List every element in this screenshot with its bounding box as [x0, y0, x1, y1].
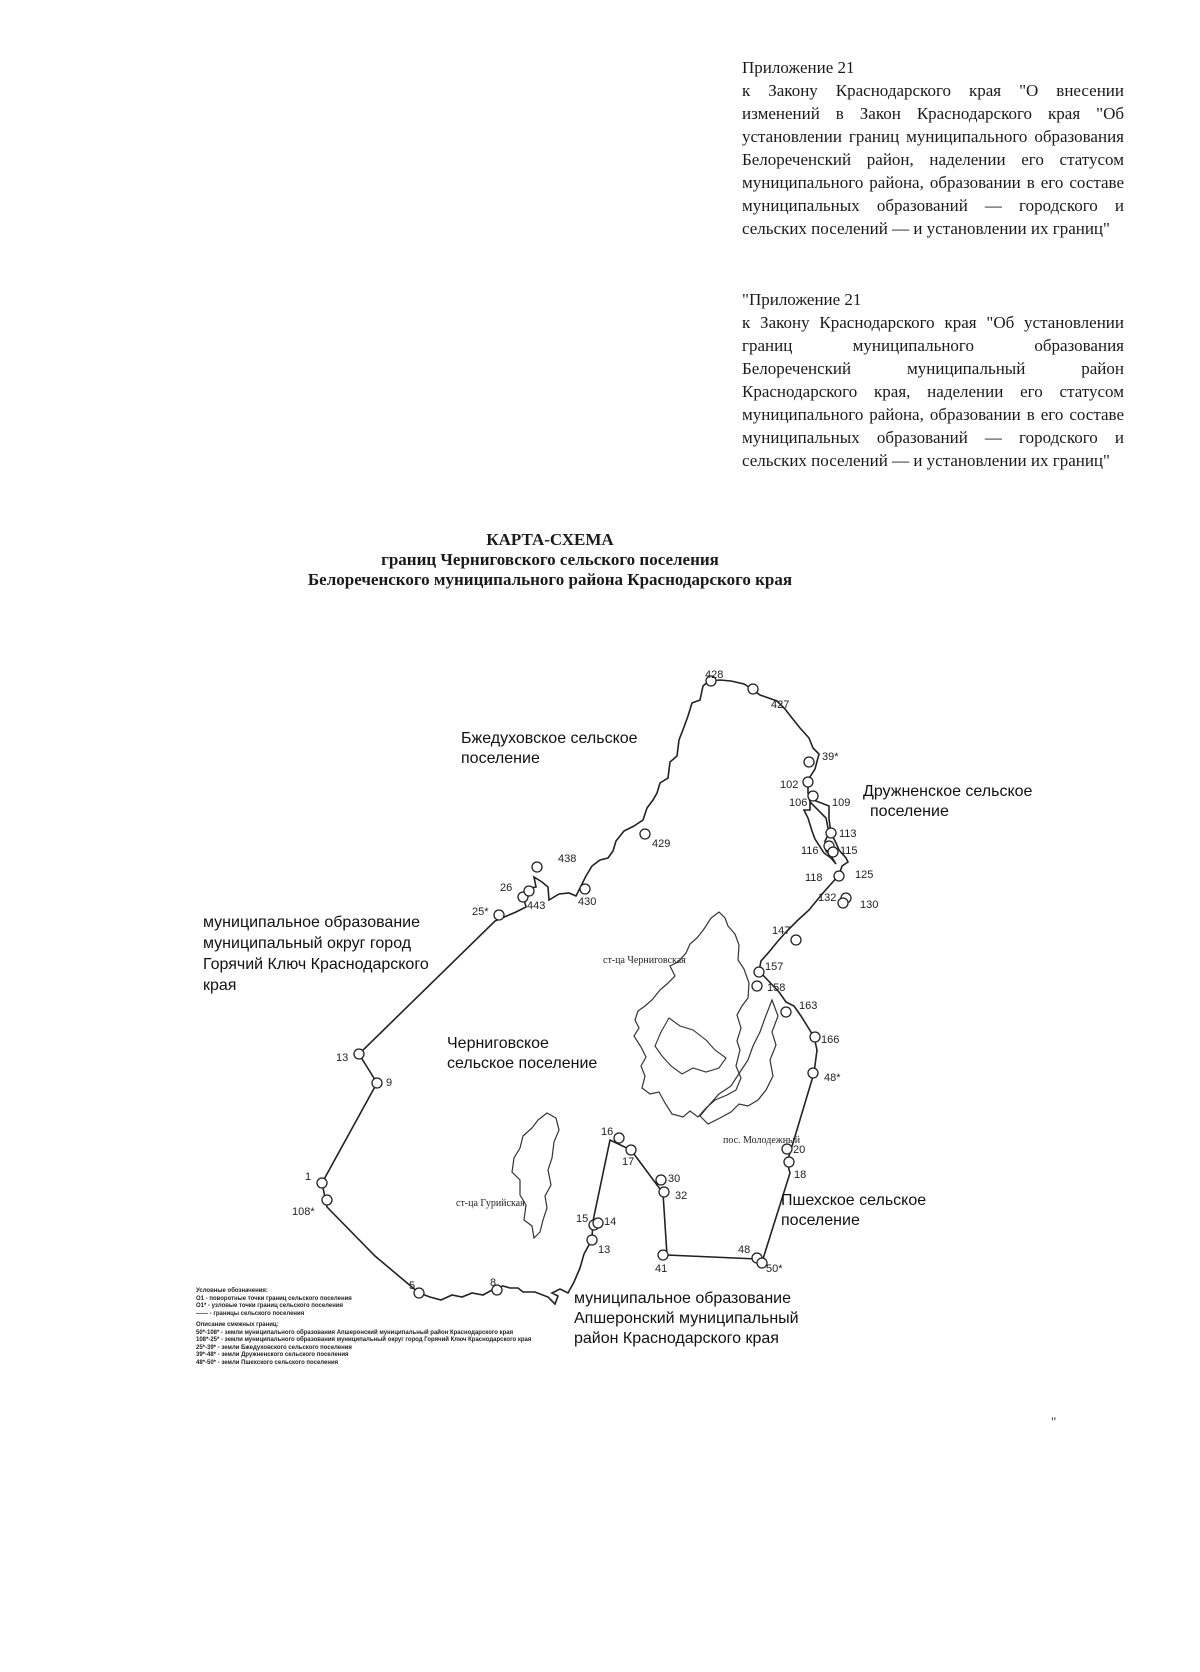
- point-label: 18: [794, 1169, 807, 1181]
- point-438: [532, 862, 542, 872]
- point-130: [838, 898, 848, 908]
- legend-description-5: 48*-50* - земли Пшехского сельского поселения: [196, 1359, 339, 1366]
- area-label-druzhnenskoe-1: Дружненское сельское: [863, 783, 1033, 800]
- map-subtitle-line1: границ Черниговского сельского поселения: [381, 550, 719, 569]
- point-label: 130: [860, 899, 879, 911]
- settlement-label-guriyskaya: ст-ца Гурийская: [456, 1198, 525, 1209]
- point-label: 157: [765, 961, 784, 973]
- point-427: [748, 684, 758, 694]
- point-158: [752, 981, 762, 991]
- map-title: КАРТА-СХЕМА: [486, 530, 614, 549]
- point-label: 430: [578, 896, 597, 908]
- point-label: 429: [652, 838, 671, 850]
- settlement-label-chernigovskaya: ст-ца Черниговская: [603, 955, 686, 966]
- point-113: [826, 828, 836, 838]
- point-label: 132: [818, 892, 837, 904]
- point-label: 41: [655, 1263, 668, 1275]
- point-label: 9: [386, 1077, 393, 1089]
- legend-item-node-points: О1* - узловые точки границ сельского поселения: [196, 1303, 344, 1309]
- village-contour-molodezhny: [700, 1000, 778, 1124]
- area-label-druzhnenskoe-2: поселение: [870, 803, 949, 820]
- closing-quote: ": [1051, 1414, 1057, 1429]
- point-13: [354, 1049, 364, 1059]
- point-label: 8: [490, 1277, 497, 1289]
- point-label: 109: [832, 797, 851, 809]
- area-label-goryachy-2: муниципальный округ город: [203, 935, 412, 952]
- point-16: [614, 1133, 624, 1143]
- point-label: 115: [840, 845, 858, 857]
- point-102: [803, 777, 813, 787]
- point-147: [791, 935, 801, 945]
- point-label: 438: [558, 853, 577, 865]
- point-25: [494, 910, 504, 920]
- area-label-bzhedukhovskoe-1: Бжедуховское сельское: [461, 730, 638, 747]
- area-label-apsheronsky-3: район Краснодарского края: [574, 1330, 779, 1347]
- point-9: [372, 1078, 382, 1088]
- point-label: 17: [622, 1156, 635, 1168]
- point-label: 125: [855, 869, 874, 881]
- point-label: 5: [409, 1280, 416, 1292]
- point-163: [781, 1007, 791, 1017]
- point-14: [593, 1218, 603, 1228]
- point-157: [754, 967, 764, 977]
- point-125: [834, 871, 844, 881]
- point-label: 1: [305, 1171, 312, 1183]
- point-label: 428: [705, 669, 724, 681]
- appendix-original-text: к Закону Краснодарского края "Об установлении границ муниципального образования Белореченский муниципальный район Краснодарского края, наделении его статусом муниципального района, образовании в его составе муниципальных образований — городского и сельских поселений — и установлении их границ": [742, 313, 1124, 470]
- area-label-goryachy-4: края: [203, 977, 237, 994]
- area-labels: [203, 730, 1033, 1347]
- point-1: [317, 1178, 327, 1188]
- point-label: 163: [799, 1000, 818, 1012]
- map-legend: [196, 1288, 531, 1367]
- village-contour-chernigovskaya: [634, 912, 749, 1117]
- area-label-apsheronsky-1: муниципальное образование: [574, 1290, 791, 1307]
- point-106: [808, 791, 818, 801]
- point-41: [658, 1250, 668, 1260]
- point-18: [784, 1157, 794, 1167]
- area-label-bzhedukhovskoe-2: поселение: [461, 750, 540, 767]
- point-32: [659, 1187, 669, 1197]
- point-label: 14: [604, 1216, 617, 1228]
- legend-description-title: Описание смежных границ:: [196, 1322, 279, 1328]
- village-contour-guriyskaya: [512, 1113, 559, 1238]
- point-429: [640, 829, 650, 839]
- legend-description-4: 39*-48* - земли Дружненского сельского поселения: [196, 1352, 349, 1358]
- point-label: 147: [772, 925, 791, 937]
- area-label-apsheronsky-2: Апшеронский муниципальный: [574, 1310, 799, 1327]
- legend-item-boundary-line: —— - границы сельского поселения: [196, 1310, 305, 1317]
- point-label: 25*: [472, 906, 489, 918]
- point-39: [804, 757, 814, 767]
- area-label-chernigovskoe-1: Черниговское: [447, 1035, 549, 1052]
- legend-item-turning-points: О1 - поворотные точки границ сельского поселения: [196, 1295, 352, 1302]
- settlement-labels: [456, 955, 801, 1209]
- legend-description-3: 25*-39* - земли Бжедуховского сельского поселения: [196, 1344, 352, 1351]
- village-contour-inner: [655, 1018, 726, 1074]
- appendix-original-title: "Приложение 21: [742, 290, 862, 309]
- area-label-chernigovskoe-2: сельское поселение: [447, 1055, 598, 1072]
- legend-description-1: 50*-108* - земли муниципального образования Апшеронский муниципальный район Краснодарского края: [196, 1329, 514, 1336]
- point-108: [322, 1195, 332, 1205]
- point-label: 13: [598, 1244, 611, 1256]
- legend-title: Условные обозначения:: [196, 1288, 268, 1294]
- point-label: 32: [675, 1190, 688, 1202]
- point-label: 50*: [766, 1263, 783, 1275]
- map-subtitle-line2: Белореченского муниципального района Краснодарского края: [307, 570, 793, 589]
- point-115: [828, 847, 838, 857]
- point-label: 15: [576, 1213, 589, 1225]
- point-label: 102: [780, 779, 799, 791]
- point-label: 48*: [824, 1072, 841, 1084]
- point-label: 30: [668, 1173, 681, 1185]
- point-48: [808, 1068, 818, 1078]
- point-label: 16: [601, 1126, 614, 1138]
- point-label: 113: [839, 828, 857, 840]
- point-17: [626, 1145, 636, 1155]
- settlement-label-molodezhny: пос. Молодежный: [723, 1135, 801, 1146]
- point-166: [810, 1032, 820, 1042]
- area-label-goryachy-3: Горячий Ключ Краснодарского: [203, 956, 429, 973]
- legend-description-2: 108*-25* - земли муниципального образования муниципальный округ город Горячий Ключ Краснодарского края: [196, 1337, 532, 1343]
- area-label-goryachy-1: муниципальное образование: [203, 914, 420, 931]
- point-label: 26: [500, 882, 513, 894]
- point-label: 106: [789, 797, 808, 809]
- point-30: [656, 1175, 666, 1185]
- point-label: 116: [801, 845, 819, 857]
- point-label: 166: [821, 1034, 840, 1046]
- point-label: 108*: [292, 1206, 315, 1218]
- area-label-pshekhskoe-2: поселение: [781, 1212, 860, 1229]
- point-label: 443: [527, 900, 546, 912]
- point-label: 20: [793, 1144, 806, 1156]
- point-label: 48: [738, 1244, 751, 1256]
- point-label: 39*: [822, 751, 839, 763]
- area-label-pshekhskoe-1: Пшехское сельское: [781, 1192, 927, 1209]
- point-label: 427: [771, 699, 790, 711]
- point-label: 118: [805, 872, 823, 884]
- point-13b: [587, 1235, 597, 1245]
- appendix-current-text: к Закону Краснодарского края "О внесении изменений в Закон Краснодарского края "Об установлении границ муниципального образования Белореченский район, наделении его статусом муниципального района, образовании в его составе муниципальных образований — городского и сельских поселений — и установлении их границ": [742, 81, 1124, 238]
- point-443: [524, 886, 534, 896]
- point-label: 158: [767, 982, 786, 994]
- point-label: 13: [336, 1052, 349, 1064]
- appendix-current-title: Приложение 21: [742, 58, 855, 77]
- point-430: [580, 884, 590, 894]
